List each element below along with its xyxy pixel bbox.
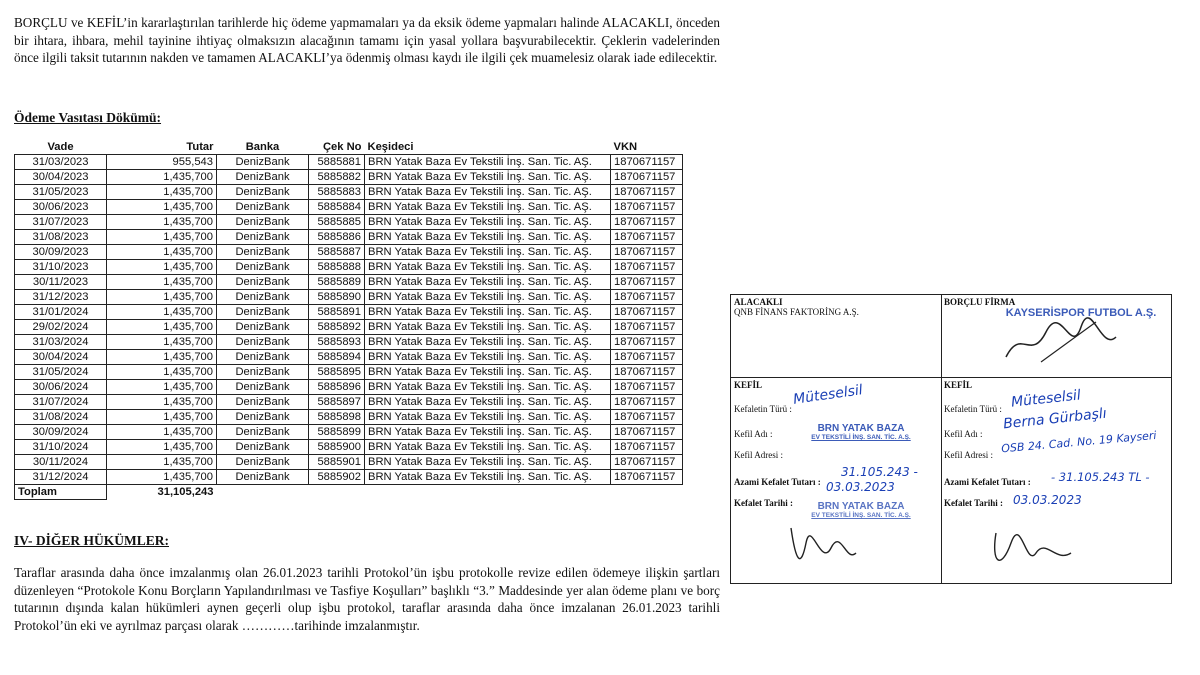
- table-cell: 31/08/2024: [15, 410, 107, 425]
- table-cell: DenizBank: [217, 305, 309, 320]
- table-cell: 31/12/2023: [15, 290, 107, 305]
- table-cell: 5885881: [309, 155, 365, 170]
- table-cell: 1870671157: [611, 290, 683, 305]
- table-cell: BRN Yatak Baza Ev Tekstili İnş. San. Tic. AŞ.: [365, 395, 611, 410]
- kefil-left-stamp-name: BRN YATAK BAZA: [817, 423, 905, 434]
- table-row: [15, 320, 683, 335]
- table-cell: 1,435,700: [107, 260, 217, 275]
- table-cell: 30/04/2023: [15, 170, 107, 185]
- table-cell: BRN Yatak Baza Ev Tekstili İnş. San. Tic. AŞ.: [365, 170, 611, 185]
- table-cell: 1,435,700: [107, 395, 217, 410]
- table-cell: 31/10/2023: [15, 260, 107, 275]
- table-cell: BRN Yatak Baza Ev Tekstili İnş. San. Tic. AŞ.: [365, 290, 611, 305]
- table-cell: 5885883: [309, 185, 365, 200]
- table-cell: 1,435,700: [107, 305, 217, 320]
- table-cell: 5885886: [309, 230, 365, 245]
- table-cell: 1870671157: [611, 365, 683, 380]
- table-cell: DenizBank: [217, 200, 309, 215]
- kefil-left-turu: Müteselsil: [792, 382, 864, 408]
- borclu-title: BORÇLU FİRMA: [944, 297, 1016, 307]
- table-row: [15, 410, 683, 425]
- col-banka: Banka: [245, 141, 280, 153]
- table-cell: 1,435,700: [107, 320, 217, 335]
- table-cell: BRN Yatak Baza Ev Tekstili İnş. San. Tic. AŞ.: [365, 425, 611, 440]
- table-cell: DenizBank: [217, 455, 309, 470]
- kefil-right-date: 03.03.2023: [1013, 493, 1082, 507]
- table-cell: 1,435,700: [107, 215, 217, 230]
- col-cekno: Çek No: [322, 141, 362, 153]
- table-cell: 1,435,700: [107, 410, 217, 425]
- table-cell: BRN Yatak Baza Ev Tekstili İnş. San. Tic. AŞ.: [365, 245, 611, 260]
- table-cell: 5885900: [309, 440, 365, 455]
- kefil-left-tarih-label: Kefalet Tarihi :: [734, 498, 793, 508]
- table-cell: BRN Yatak Baza Ev Tekstili İnş. San. Tic. AŞ.: [365, 410, 611, 425]
- table-cell: BRN Yatak Baza Ev Tekstili İnş. San. Tic. AŞ.: [365, 350, 611, 365]
- table-cell: 1,435,700: [107, 335, 217, 350]
- table-cell: 31/10/2024: [15, 440, 107, 455]
- table-cell: 1870671157: [611, 170, 683, 185]
- kefil-left-stamp-2: [791, 501, 931, 519]
- total-value: 31,105,243: [157, 486, 214, 499]
- total-row: [15, 485, 683, 500]
- kefil-left-azami-label: Azami Kefalet Tutarı :: [734, 477, 821, 487]
- table-row: [15, 230, 683, 245]
- table-cell: 31/08/2023: [15, 230, 107, 245]
- table-row: [15, 380, 683, 395]
- kefil-right-adi-label: Kefil Adı :: [944, 429, 983, 439]
- table-cell: 1870671157: [611, 185, 683, 200]
- table-cell: 5885891: [309, 305, 365, 320]
- table-cell: 5885887: [309, 245, 365, 260]
- table-cell: DenizBank: [217, 425, 309, 440]
- table-cell: BRN Yatak Baza Ev Tekstili İnş. San. Tic. AŞ.: [365, 275, 611, 290]
- table-row: [15, 455, 683, 470]
- table-cell: 1870671157: [611, 200, 683, 215]
- table-cell: 1870671157: [611, 350, 683, 365]
- table-cell: 1,435,700: [107, 200, 217, 215]
- table-cell: DenizBank: [217, 380, 309, 395]
- table-cell: 5885890: [309, 290, 365, 305]
- table-row: [15, 260, 683, 275]
- table-cell: 1,435,700: [107, 440, 217, 455]
- table-cell: DenizBank: [217, 170, 309, 185]
- table-cell: 5885889: [309, 275, 365, 290]
- table-cell: DenizBank: [217, 440, 309, 455]
- table-cell: DenizBank: [217, 275, 309, 290]
- table-cell: 1,435,700: [107, 365, 217, 380]
- table-cell: 5885899: [309, 425, 365, 440]
- table-row: [15, 395, 683, 410]
- table-cell: 30/11/2023: [15, 275, 107, 290]
- kefil-left-stamp2-name: BRN YATAK BAZA: [817, 501, 905, 512]
- kefil-left-adi-label: Kefil Adı :: [734, 429, 773, 439]
- table-cell: 1870671157: [611, 470, 683, 485]
- table-cell: DenizBank: [217, 290, 309, 305]
- table-cell: 31/12/2024: [15, 470, 107, 485]
- table-cell: BRN Yatak Baza Ev Tekstili İnş. San. Tic. AŞ.: [365, 365, 611, 380]
- kefil-left-date: 03.03.2023: [826, 480, 895, 494]
- table-row: [15, 350, 683, 365]
- table-cell: 31/05/2024: [15, 365, 107, 380]
- payment-table: [14, 140, 683, 500]
- table-cell: 1870671157: [611, 455, 683, 470]
- table-cell: 30/09/2023: [15, 245, 107, 260]
- kefil-left-stamp2-sub: EV TEKSTİLİ İNŞ. SAN. TİC. A.Ş.: [811, 512, 911, 519]
- table-cell: BRN Yatak Baza Ev Tekstili İnş. San. Tic. AŞ.: [365, 305, 611, 320]
- table-cell: 5885898: [309, 410, 365, 425]
- kefil-right-turu: Müteselsil: [1010, 387, 1082, 411]
- table-cell: BRN Yatak Baza Ev Tekstili İnş. San. Tic. AŞ.: [365, 260, 611, 275]
- table-row: [15, 305, 683, 320]
- table-cell: 1870671157: [611, 230, 683, 245]
- table-cell: 31/01/2024: [15, 305, 107, 320]
- table-cell: BRN Yatak Baza Ev Tekstili İnş. San. Tic. AŞ.: [365, 215, 611, 230]
- table-cell: 30/09/2024: [15, 425, 107, 440]
- closing-paragraph: Taraflar arasında daha önce imzalanmış olan 26.01.2023 tarihli Protokol’ün işbu protokolle revize edilen ödemeye ilişkin şartları düzenleyen “Protokole Konu Borçların Yapılandırılması ve Tasfiye Koşulları” başlıklı “3.” Maddesinde yer alan ödeme planı ve borç tutarının dışında kalan hükümleri aynen geçerli olup işbu protokol, taraflar arasında daha önce imzalanan 26.01.2023 tarihli Protokol’ün eki ve ayrılmaz parçası olarak …………tarihinde imzalanmıştır.: [14, 565, 720, 633]
- table-cell: 5885897: [309, 395, 365, 410]
- table-cell: BRN Yatak Baza Ev Tekstili İnş. San. Tic. AŞ.: [365, 455, 611, 470]
- table-cell: DenizBank: [217, 230, 309, 245]
- kefil-left-signature: [781, 523, 861, 573]
- table-row: [15, 425, 683, 440]
- col-vkn: VKN: [613, 141, 638, 153]
- table-cell: 1,435,700: [107, 425, 217, 440]
- table-cell: 1,435,700: [107, 275, 217, 290]
- table-cell: 1870671157: [611, 440, 683, 455]
- table-row: [15, 200, 683, 215]
- table-cell: 31/05/2023: [15, 185, 107, 200]
- table-cell: 5885894: [309, 350, 365, 365]
- kefil-right-address: OSB 24. Cad. No. 19 Kayseri: [1000, 428, 1157, 456]
- kefil-left-stamp-sub: EV TEKSTİLİ İNŞ. SAN. TİC. A.Ş.: [811, 434, 911, 441]
- table-row: [15, 470, 683, 485]
- intro-paragraph: BORÇLU ve KEFİL’in kararlaştırılan tarihlerde hiç ödeme yapmamaları ya da eksik ödeme yapmaları halinde ALACAKLI, önceden bir ihtara, ihbara, mehil tayinine ihtiyaç olmaksızın alacağının tamamı için yasal yollara başvurabilecektir. Çeklerin vadelerinden önce ilgili taksit tutarının nakden ve tamamen ALACAKLI’ya ödenmiş olması kaydı ile ilgili çek muamelesiz olarak iade edilecektir.: [14, 15, 720, 65]
- alacakli-cell: [731, 295, 942, 378]
- table-row: [15, 155, 683, 170]
- table-row: [15, 365, 683, 380]
- kefil-right-name: Berna Gürbaşlı: [1002, 405, 1108, 433]
- table-row: [15, 215, 683, 230]
- kefil-right-signature: [981, 523, 1081, 573]
- table-cell: 31/07/2024: [15, 395, 107, 410]
- table-cell: DenizBank: [217, 320, 309, 335]
- table-cell: 5885901: [309, 455, 365, 470]
- table-cell: 1,435,700: [107, 380, 217, 395]
- table-cell: 1870671157: [611, 215, 683, 230]
- table-cell: 1870671157: [611, 245, 683, 260]
- table-cell: 5885884: [309, 200, 365, 215]
- borclu-stamp: KAYSERİSPOR FUTBOL A.Ş.: [1005, 307, 1157, 319]
- table-cell: DenizBank: [217, 410, 309, 425]
- table-cell: 5885892: [309, 320, 365, 335]
- total-label: Toplam: [15, 485, 107, 500]
- table-row: [15, 440, 683, 455]
- kefil-left-title: KEFİL: [734, 380, 763, 390]
- table-cell: 5885895: [309, 365, 365, 380]
- table-cell: DenizBank: [217, 395, 309, 410]
- table-cell: 5885902: [309, 470, 365, 485]
- table-cell: DenizBank: [217, 470, 309, 485]
- borclu-cell: [941, 295, 1171, 378]
- table-cell: BRN Yatak Baza Ev Tekstili İnş. San. Tic. AŞ.: [365, 335, 611, 350]
- table-cell: 30/06/2024: [15, 380, 107, 395]
- table-cell: 1,435,700: [107, 290, 217, 305]
- table-cell: BRN Yatak Baza Ev Tekstili İnş. San. Tic. AŞ.: [365, 185, 611, 200]
- table-cell: 1,435,700: [107, 230, 217, 245]
- table-cell: 5885885: [309, 215, 365, 230]
- table-cell: 1,435,700: [107, 455, 217, 470]
- kefil-right-azami-label: Azami Kefalet Tutarı :: [944, 477, 1031, 487]
- table-cell: 1,435,700: [107, 170, 217, 185]
- other-provisions-heading: IV- DİĞER HÜKÜMLER:: [14, 533, 169, 548]
- table-cell: BRN Yatak Baza Ev Tekstili İnş. San. Tic. AŞ.: [365, 440, 611, 455]
- table-cell: 1870671157: [611, 410, 683, 425]
- table-cell: BRN Yatak Baza Ev Tekstili İnş. San. Tic. AŞ.: [365, 320, 611, 335]
- table-cell: 1870671157: [611, 395, 683, 410]
- table-cell: 5885893: [309, 335, 365, 350]
- table-cell: 1870671157: [611, 305, 683, 320]
- table-cell: 1870671157: [611, 380, 683, 395]
- table-cell: BRN Yatak Baza Ev Tekstili İnş. San. Tic. AŞ.: [365, 200, 611, 215]
- table-cell: 1870671157: [611, 335, 683, 350]
- table-cell: 5885882: [309, 170, 365, 185]
- kefil-left-amount: 31.105.243 -: [841, 465, 918, 479]
- col-kesideci: Keşideci: [367, 141, 414, 153]
- table-cell: 1,435,700: [107, 185, 217, 200]
- kefil-right-adres-label: Kefil Adresi :: [944, 450, 993, 460]
- table-cell: 31/03/2023: [15, 155, 107, 170]
- kefil-left-stamp: [791, 423, 931, 441]
- table-cell: 955,543: [107, 155, 217, 170]
- table-cell: 1,435,700: [107, 245, 217, 260]
- table-cell: 30/06/2023: [15, 200, 107, 215]
- table-cell: DenizBank: [217, 245, 309, 260]
- table-row: [15, 185, 683, 200]
- kefil-right-amount: - 31.105.243 TL -: [1051, 470, 1150, 484]
- col-tutar: Tutar: [186, 141, 214, 153]
- borclu-signature: [1001, 317, 1121, 367]
- table-cell: BRN Yatak Baza Ev Tekstili İnş. San. Tic. AŞ.: [365, 155, 611, 170]
- kefil-right-cell: [941, 377, 1171, 583]
- table-cell: DenizBank: [217, 215, 309, 230]
- table-cell: 30/04/2024: [15, 350, 107, 365]
- table-cell: 31/07/2023: [15, 215, 107, 230]
- table-cell: DenizBank: [217, 155, 309, 170]
- kefil-right-turu-label: Kefaletin Türü :: [944, 404, 1002, 414]
- table-cell: BRN Yatak Baza Ev Tekstili İnş. San. Tic. AŞ.: [365, 380, 611, 395]
- table-cell: 1870671157: [611, 155, 683, 170]
- table-row: [15, 290, 683, 305]
- table-cell: 1870671157: [611, 425, 683, 440]
- table-cell: DenizBank: [217, 350, 309, 365]
- table-header-row: [15, 140, 683, 155]
- table-row: [15, 245, 683, 260]
- kefil-left-cell: [731, 377, 942, 583]
- table-cell: BRN Yatak Baza Ev Tekstili İnş. San. Tic. AŞ.: [365, 230, 611, 245]
- table-cell: DenizBank: [217, 335, 309, 350]
- table-cell: 1,435,700: [107, 470, 217, 485]
- table-cell: 1870671157: [611, 260, 683, 275]
- table-cell: BRN Yatak Baza Ev Tekstili İnş. San. Tic. AŞ.: [365, 470, 611, 485]
- kefil-left-turu-label: Kefaletin Türü :: [734, 404, 792, 414]
- table-cell: 30/11/2024: [15, 455, 107, 470]
- table-cell: 1870671157: [611, 275, 683, 290]
- table-cell: DenizBank: [217, 365, 309, 380]
- table-cell: 1870671157: [611, 320, 683, 335]
- table-cell: 29/02/2024: [15, 320, 107, 335]
- table-cell: 1,435,700: [107, 350, 217, 365]
- kefil-left-adres-label: Kefil Adresi :: [734, 450, 783, 460]
- table-cell: DenizBank: [217, 185, 309, 200]
- alacakli-name: QNB FİNANS FAKTORİNG A.Ş.: [734, 307, 859, 317]
- kefil-right-title: KEFİL: [944, 380, 973, 390]
- alacakli-title: ALACAKLI: [734, 297, 783, 307]
- table-cell: 5885888: [309, 260, 365, 275]
- signature-block: [730, 294, 1172, 584]
- table-row: [15, 170, 683, 185]
- table-row: [15, 335, 683, 350]
- table-cell: 31/03/2024: [15, 335, 107, 350]
- kefil-right-tarih-label: Kefalet Tarihi :: [944, 498, 1003, 508]
- table-cell: DenizBank: [217, 260, 309, 275]
- table-cell: 5885896: [309, 380, 365, 395]
- table-row: [15, 275, 683, 290]
- col-vade: Vade: [47, 141, 74, 153]
- payment-heading: Ödeme Vasıtası Dökümü:: [14, 110, 162, 125]
